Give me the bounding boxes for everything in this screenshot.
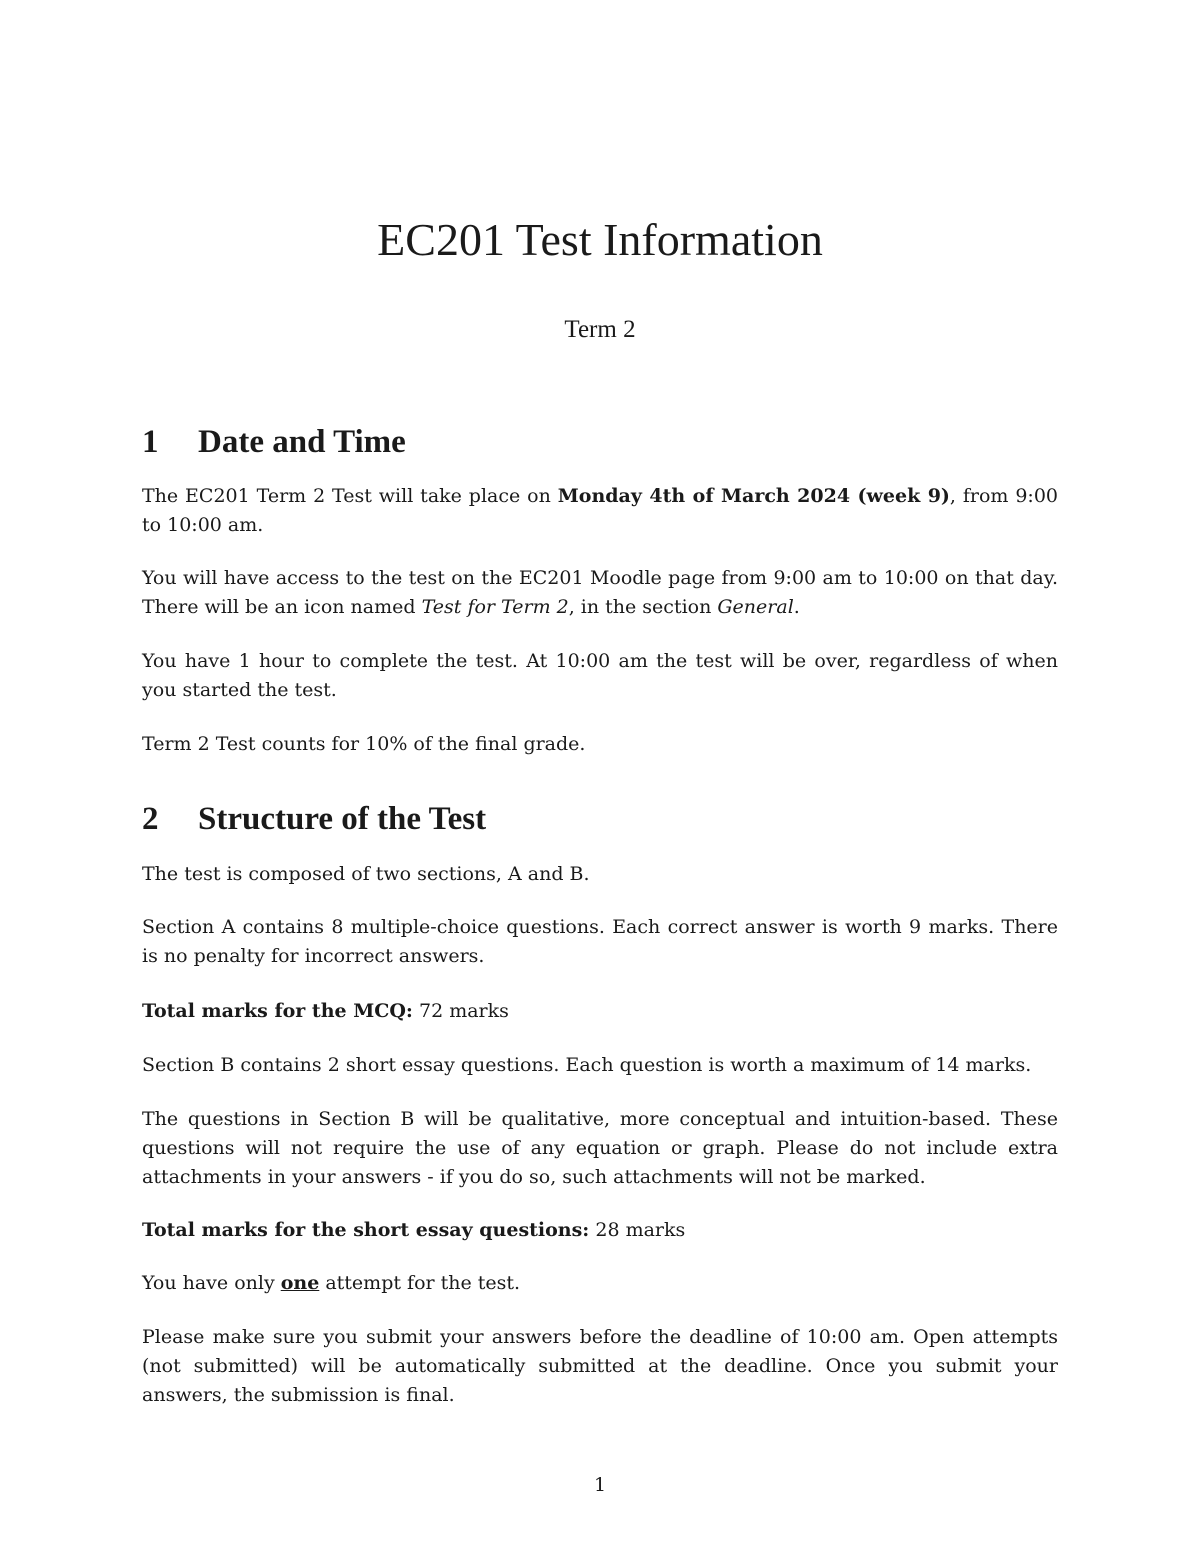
section-number: 2 [142,801,159,837]
paragraph-mcq-total [142,997,1058,1026]
text-run: . [793,596,800,618]
page-number: 1 [593,1474,607,1496]
paragraph-section-b-details: The questions in Section B will be qualitative, more conceptual and intuition-based. These questions will not require the use of any equation or graph. Please do not include extra attachments in your answers - if you do so, such attachments will not be marked. [142,1108,1058,1188]
text-run: attempt for the test. [319,1272,521,1294]
document-subtitle: Term 2 [564,316,636,343]
test-date-emphasis: Monday 4th of March 2024 (week 9) [557,485,950,507]
section-heading-date-time [142,422,406,462]
section-heading-structure [142,799,486,839]
text-run: The EC201 Term 2 Test will take place on [142,485,558,507]
section-title: Date and Time [198,424,406,460]
paragraph-moodle-access [142,564,1058,622]
text-run: You will have access to the test on the EC201 Moodle page from 9:00 am to 10:00 on that day. There will be an icon named [142,567,1058,618]
document-title: EC201 Test Information [377,214,823,265]
paragraph-duration: You have 1 hour to complete the test. At 10:00 am the test will be over, regardless of when you started the test. [142,650,1058,701]
text-run: , in the section [568,596,718,618]
paragraph-grade-weight: Term 2 Test counts for 10% of the final grade. [142,733,586,755]
paragraph-test-date [142,482,1058,540]
text-run: , from 9:00 to 10:00 am. [142,485,1058,536]
paragraph-sections-overview: The test is composed of two sections, A and B. [142,863,590,885]
paragraph-section-a: Section A contains 8 multiple-choice questions. Each correct answer is worth 9 marks. There is no penalty for incorrect answers. [142,916,1058,967]
section-title: Structure of the Test [198,801,487,837]
essay-total-value: 28 marks [589,1219,686,1241]
section-name: General [717,596,794,618]
paragraph-attempts [142,1269,1058,1298]
text-run: You have only [142,1272,281,1294]
test-icon-name: Test for Term 2 [421,596,569,618]
mcq-total-label: Total marks for the MCQ: [142,1000,413,1022]
mcq-total-value: 72 marks [412,1000,509,1022]
attempt-count-emphasis: one [280,1272,320,1294]
essay-total-label: Total marks for the short essay questions: [142,1219,590,1241]
paragraph-submission: Please make sure you submit your answers before the deadline of 10:00 am. Open attempts (not submitted) will be automatically submitted at the deadline. Once you submit your answers, the submission is final. [142,1326,1058,1406]
section-number: 1 [142,424,159,460]
paragraph-section-b: Section B contains 2 short essay questions. Each question is worth a maximum of 14 marks. [142,1054,1032,1076]
paragraph-essay-total [142,1216,1058,1245]
